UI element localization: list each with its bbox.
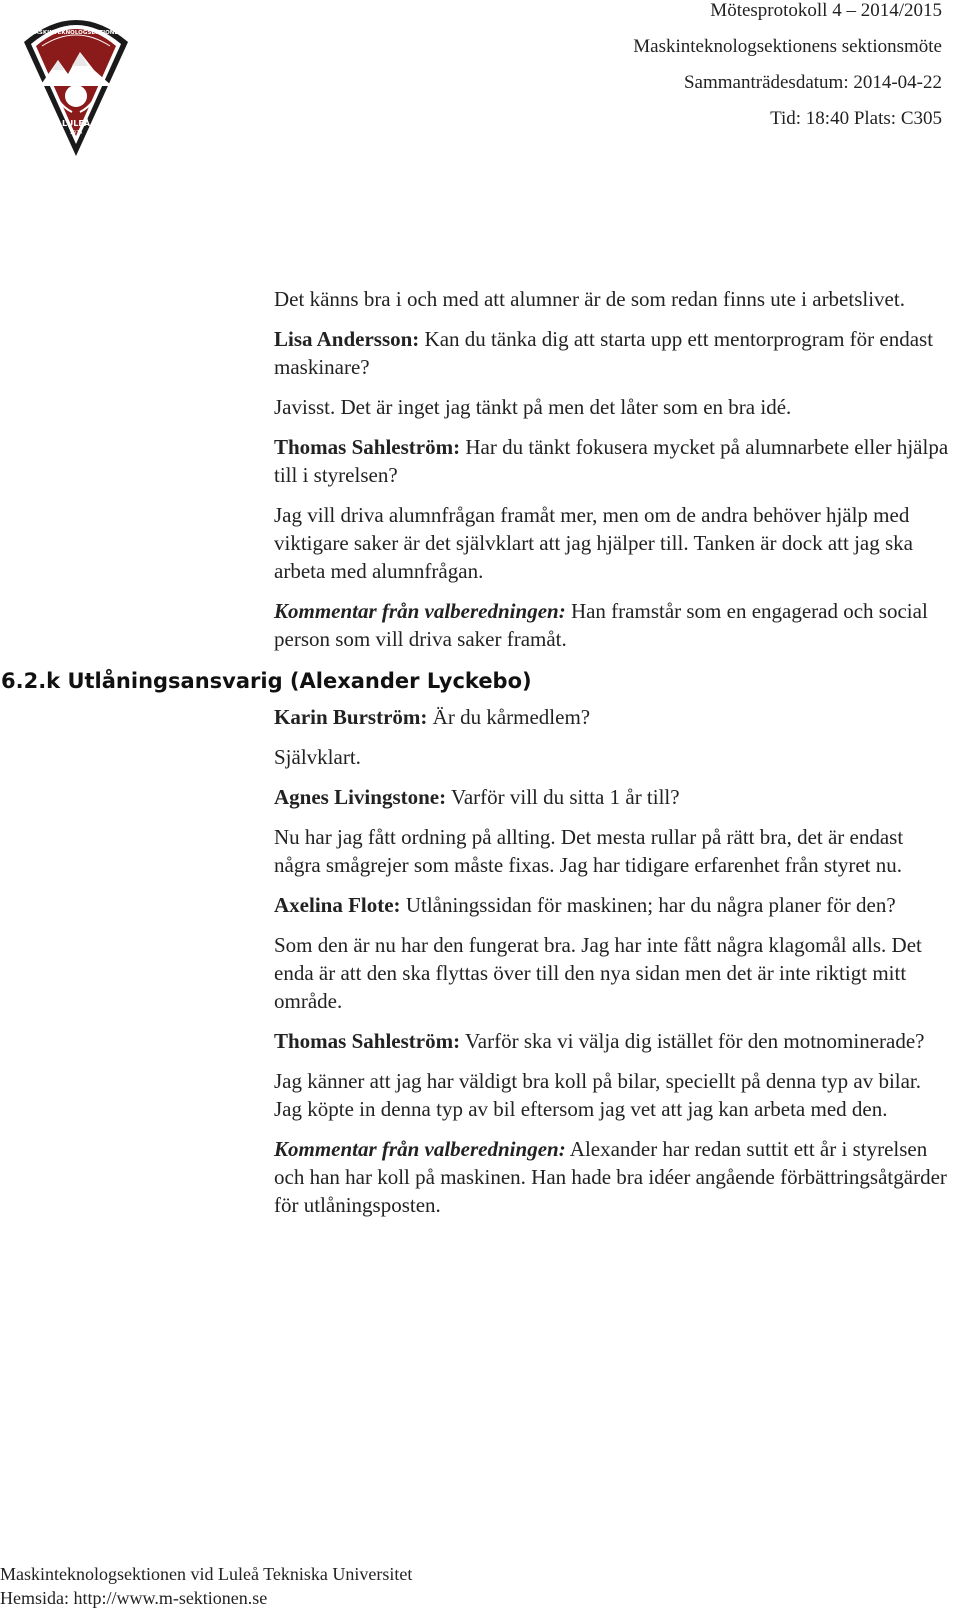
logo-city-text: LULEÅ bbox=[61, 119, 91, 128]
question bbox=[274, 891, 954, 919]
speaker: Karin Burström: bbox=[274, 705, 428, 729]
question bbox=[274, 1027, 954, 1055]
question bbox=[274, 703, 954, 731]
answer: Jag vill driva alumnfrågan framåt mer, men om de andra behöver hjälp med viktigare saker är det självklart att jag hjälper till. Tanken är dock att jag ska arbeta med alumnfrågan. bbox=[274, 503, 913, 583]
question-text: Har du tänkt fokusera mycket på alumnarbete eller hjälpa till i styrelsen? bbox=[274, 435, 949, 487]
question-text: Är du kårmedlem? bbox=[427, 705, 591, 729]
speaker: Agnes Livingstone: bbox=[274, 785, 447, 809]
question-text: Varför vill du sitta 1 år till? bbox=[446, 785, 680, 809]
speaker: Thomas Sahleström: bbox=[274, 435, 461, 459]
section-logo bbox=[14, 4, 138, 162]
question-text: Kan du tänka dig att starta upp ett mentorprogram för endast maskinare? bbox=[274, 327, 934, 379]
document-header bbox=[633, 0, 942, 144]
footer-website: Hemsida: http://www.m-sektionen.se bbox=[0, 1588, 268, 1608]
question-text: Varför ska vi välja dig istället för den motnominerade? bbox=[460, 1029, 925, 1053]
footer-organization: Maskinteknologsektionen vid Luleå Tekniska Universitet bbox=[0, 1564, 413, 1584]
answer: Jag känner att jag har väldigt bra koll på bilar, speciellt på denna typ av bilar. Jag köpte in denna typ av bil eftersom jag vet att jag kan arbeta med den. bbox=[274, 1069, 922, 1121]
comment-text: Alexander har redan suttit ett år i styrelsen och han har koll på maskinen. Han hade bra idéer angående förbättringsåtgärder för utlåningsposten. bbox=[274, 1137, 947, 1217]
comment-label: Kommentar från valberedningen: bbox=[274, 1137, 566, 1161]
question-text: Utlåningssidan för maskinen; har du några planer för den? bbox=[400, 893, 896, 917]
paragraph: Det känns bra i och med att alumner är de som redan finns ute i arbetslivet. bbox=[274, 287, 905, 311]
committee-comment bbox=[274, 1135, 954, 1219]
answer: Javisst. Det är inget jag tänkt på men det låter som en bra idé. bbox=[274, 395, 792, 419]
comment-text: Han framstår som en engagerad och social person som vill driva saker framåt. bbox=[274, 599, 928, 651]
logo-ring-text: MASKINTEKNOLOGSEKTIONEN bbox=[29, 30, 123, 36]
document-body bbox=[1, 285, 954, 1231]
answer: Som den är nu har den fungerat bra. Jag har inte fått några klagomål alls. Det enda är att den ska flyttas över till den nya sidan men det är inte riktigt mitt område. bbox=[274, 933, 922, 1013]
speaker: Axelina Flote: bbox=[274, 893, 401, 917]
document-footer bbox=[0, 1562, 412, 1610]
section-heading: 6.2.k Utlåningsansvarig (Alexander Lyckebo) bbox=[1, 669, 532, 693]
header-meeting: Maskinteknologsektionens sektionsmöte bbox=[633, 36, 942, 57]
header-time-place: Tid: 18:40 Plats: C305 bbox=[770, 108, 942, 129]
speaker: Thomas Sahleström: bbox=[274, 1029, 461, 1053]
answer: Nu har jag fått ordning på allting. Det mesta rullar på rätt bra, det är endast några smågrejer som måste fixas. Jag har tidigare erfarenhet från styret nu. bbox=[274, 825, 904, 877]
question bbox=[274, 433, 954, 489]
committee-comment bbox=[274, 597, 954, 653]
header-date: Sammanträdesdatum: 2014-04-22 bbox=[683, 72, 942, 93]
logo-year-text: 1974 bbox=[69, 130, 83, 136]
question bbox=[274, 325, 954, 381]
header-protocol: Mötesprotokoll 4 – 2014/2015 bbox=[710, 0, 942, 21]
comment-label: Kommentar från valberedningen: bbox=[274, 599, 566, 623]
answer: Självklart. bbox=[274, 745, 361, 769]
question bbox=[274, 783, 954, 811]
speaker: Lisa Andersson: bbox=[274, 327, 420, 351]
